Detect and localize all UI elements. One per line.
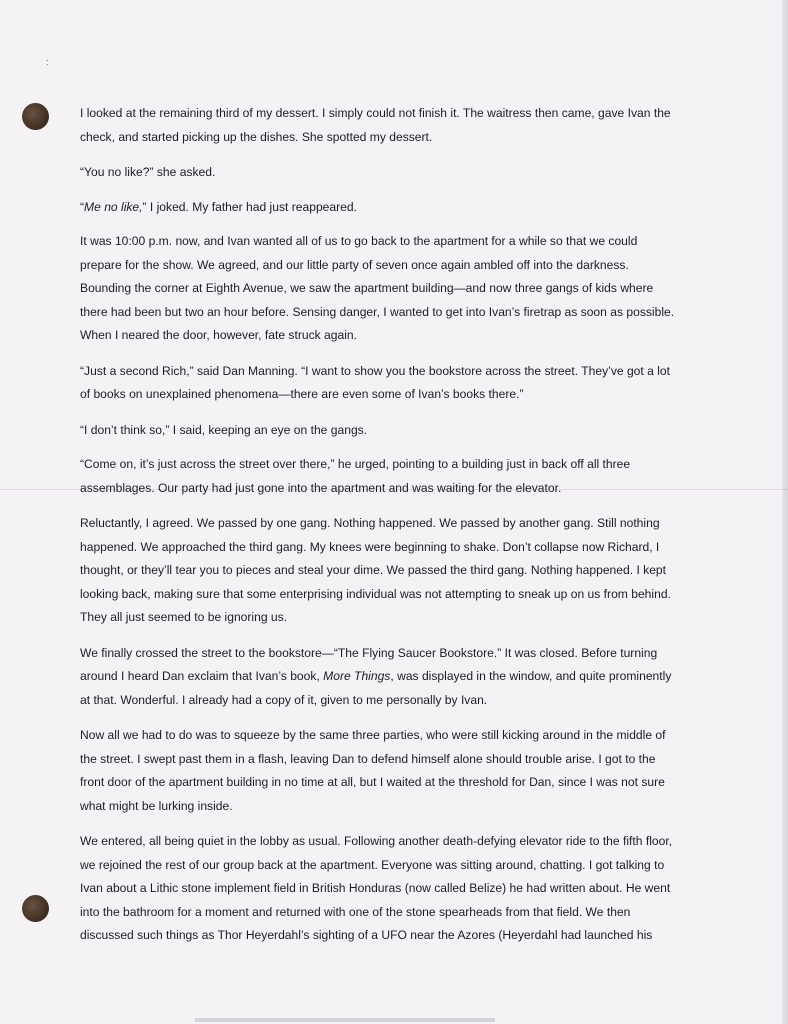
paragraph-text: , was displayed in the window, and quite prominently at that. Wonderful. I already had a copy of it, given to me personally by Ivan. [80, 669, 672, 707]
book-title: More Things [323, 669, 391, 683]
paragraph: Reluctantly, I agreed. We passed by one gang. Nothing happened. We passed by another gang. Still nothing happened. We approached the third gang. My knees were beginning to shake. Don’t collapse now Richard, I thought, or they’ll tear you to pieces and steal your dime. We passed the third gang. Nothing happened. I kept looking back, making sure that some enterprising individual was not attempting to sneak up on us from behind. They all just seemed to be ignoring us. [80, 516, 671, 624]
italic-quote: Me no like, [84, 199, 143, 214]
paragraph: It was 10:00 p.m. now, and Ivan wanted all of us to go back to the apartment for a while so that we could prepare for the show. We agreed, and our little party of seven once again ambled off into the darkness. Bounding the corner at Eighth Avenue, we saw the apartment building—and now three gangs of kids where there had been but two an hour before. Sensing danger, I wanted to get into Ivan’s firetrap as soon as possible. When I neared the door, however, fate struck again. [80, 234, 675, 342]
punch-hole-top [22, 103, 49, 130]
paragraph: “Come on, it’s just across the street over there,” he urged, pointing to a building just in back off all three assemblages. Our party had just gone into the apartment and was waiting for the elevator. [80, 457, 631, 495]
paragraph: We entered, all being quiet in the lobby as usual. Following another death-defying elevator ride to the fifth floor, we rejoined the rest of our group back at the apartment. Everyone was sitting around, chatting. I got talking to Ivan about a Lithic stone implement field in British Honduras (now called Belize) he had written about. He went into the bathroom for a moment and returned with one of the stone spearheads from that field. We then discussed such things as Thor Heyerdahl’s sighting of a UFO near the Azores (Heyerdahl had launched his [80, 834, 673, 942]
page-edge [782, 0, 788, 1024]
paragraph: “You no like?” she asked. [80, 165, 216, 179]
paragraph: Now all we had to do was to squeeze by the same three parties, who were still kicking around in the middle of the street. I swept past them in a flash, leaving Dan to defend himself alone should trouble arise. I got to the front door of the apartment building in no time at all, but I waited at the threshold for Dan, since I was not sure what might be lurking inside. [80, 728, 666, 813]
paragraph: “I don’t think so,” I said, keeping an eye on the gangs. [80, 422, 368, 437]
paragraph: I looked at the remaining third of my dessert. I simply could not finish it. The waitress then came, gave Ivan the check, and started picking up the dishes. She spotted my dessert. [80, 106, 671, 144]
paragraph: “Just a second Rich,” said Dan Manning. “I want to show you the bookstore across the street. They’ve got a lot of books on unexplained phenomena—there are even some of Ivan’s books there.” [80, 363, 670, 401]
paragraph: “Me no like,” I joked. My father had just reappeared. [80, 199, 357, 214]
paragraph-text: ” I joked. My father had just reappeared. [142, 199, 357, 214]
punch-hole-bottom [22, 895, 49, 922]
paragraph [80, 642, 680, 713]
document-body [80, 102, 680, 960]
paragraph-text: We finally crossed the street to the bookstore—“The Flying Saucer Bookstore.” It was closed. Before turning around I heard Dan exclaim that Ivan’s book, [80, 645, 658, 683]
stray-mark: : [46, 57, 49, 67]
scan-artifact [195, 1018, 495, 1022]
